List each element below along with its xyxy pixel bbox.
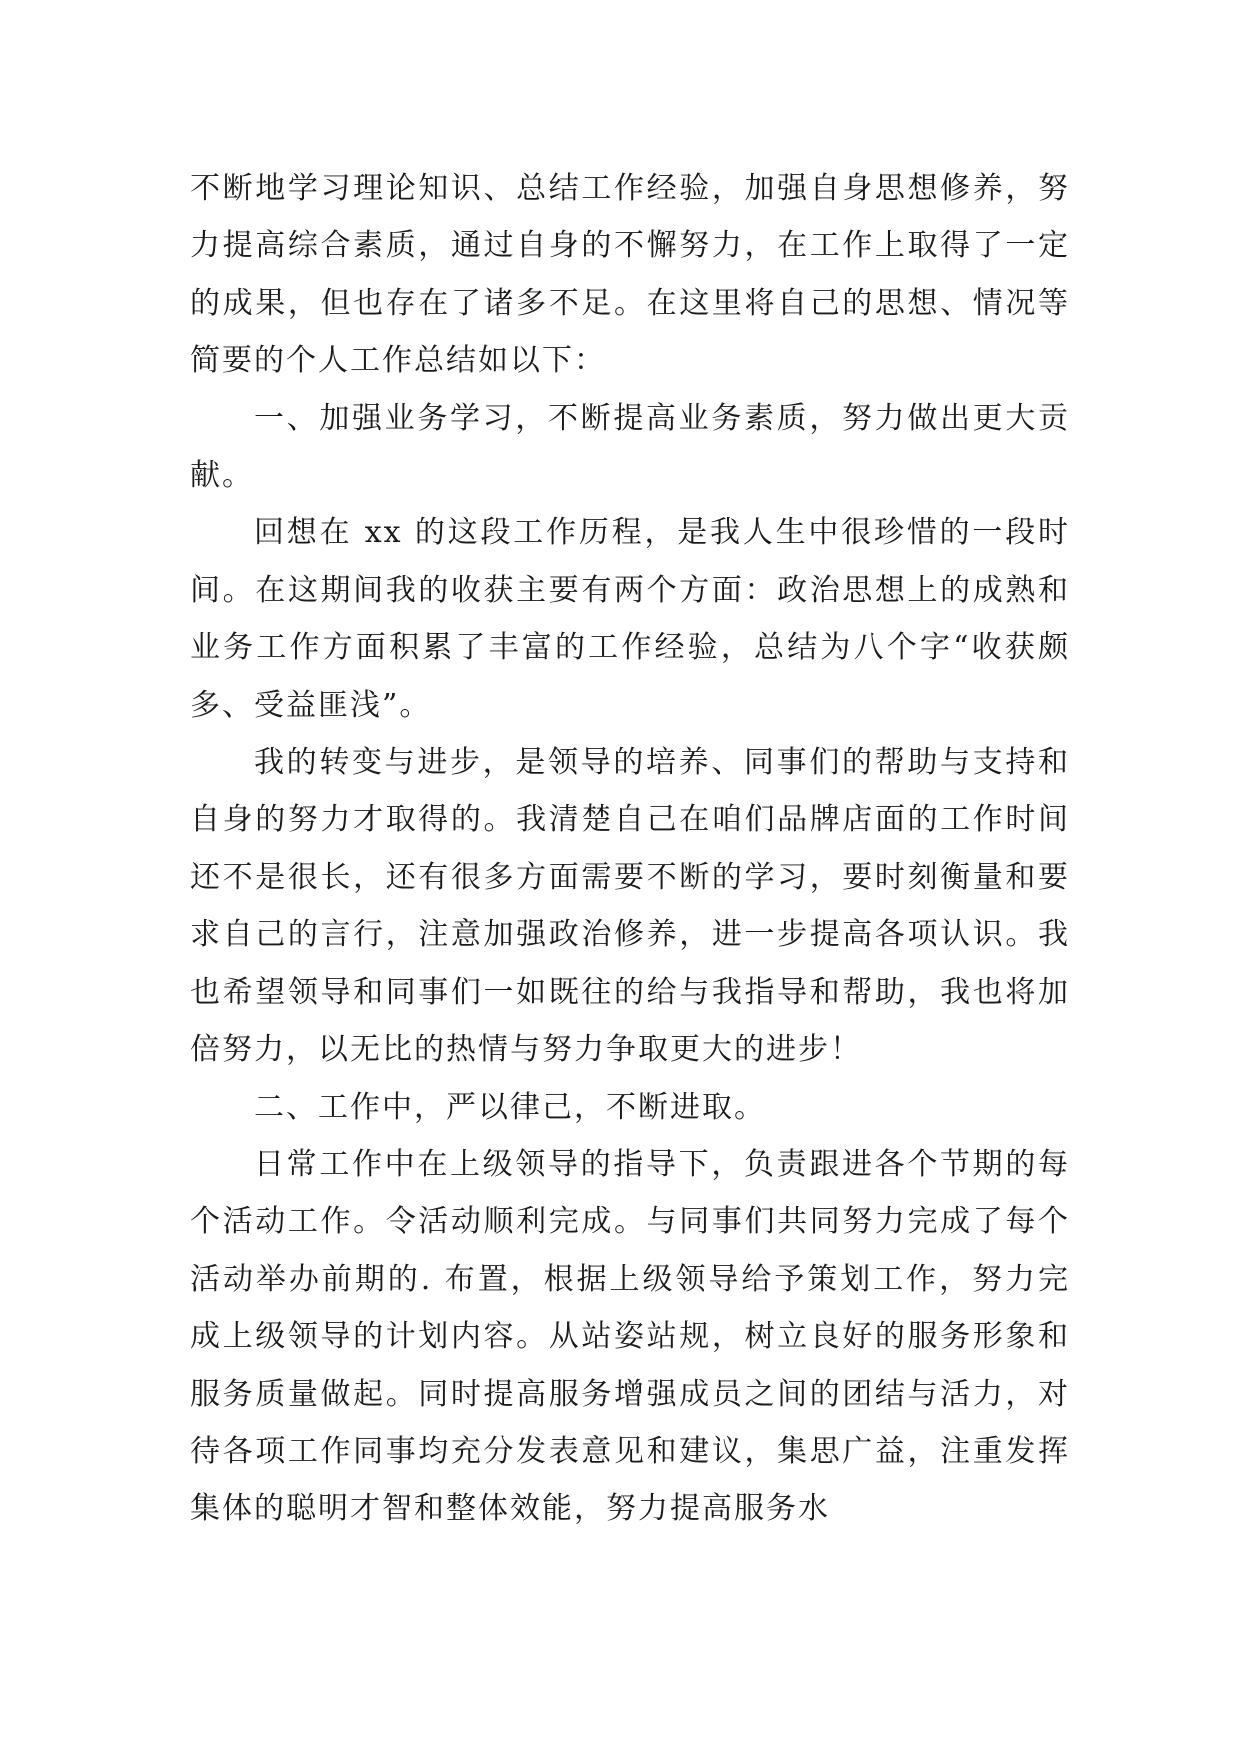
paragraph-daily-work: 日常工作中在上级领导的指导下，负责跟进各个节期的每个活动工作。令活动顺利完成。与同事们共同努力完成了每个活动举办前期的. 布置，根据上级领导给予策划工作，努力完成上级领导的计划内容。从站姿站规，树立良好的服务形象和服务质量做起。同时提高服务增强成员之间的团结与活力，对待各项工作同事均充分发表意见和建议，集思广益，注重发挥集体的聪明才智和整体效能，努力提高服务水 xyxy=(190,1146,1070,1527)
paragraph-reflection: 回想在 xx 的这段工作历程，是我人生中很珍惜的一段时间。在这期间我的收获主要有两个方面：政治思想上的成熟和业务工作方面积累了丰富的工作经验，总结为八个字“收获颇多、受益匪浅”。 xyxy=(190,515,1070,723)
paragraph-progress: 我的转变与进步，是领导的培养、同事们的帮助与支持和自身的努力才取得的。我清楚自己在咱们品牌店面的工作时间还不是很长，还有很多方面需要不断的学习，要时刻衡量和要求自己的言行，注意加强政治修养，进一步提高各项认识。我也希望领导和同事们一如既往的给与我指导和帮助，我也将加倍努力，以无比的热情与努力争取更大的进步！ xyxy=(190,745,1070,1068)
paragraph-intro: 不断地学习理论知识、总结工作经验，加强自身思想修养，努力提高综合素质，通过自身的不懈努力，在工作上取得了一定的成果，但也存在了诸多不足。在这里将自己的思想、情况等简要的个人工作总结如以下： xyxy=(190,171,1070,379)
heading-section-one: 一、加强业务学习，不断提高业务素质，努力做出更大贡献。 xyxy=(190,400,1070,494)
heading-section-two: 二、工作中，严以律己，不断进取。 xyxy=(254,1089,766,1125)
document-body xyxy=(190,160,1070,1538)
